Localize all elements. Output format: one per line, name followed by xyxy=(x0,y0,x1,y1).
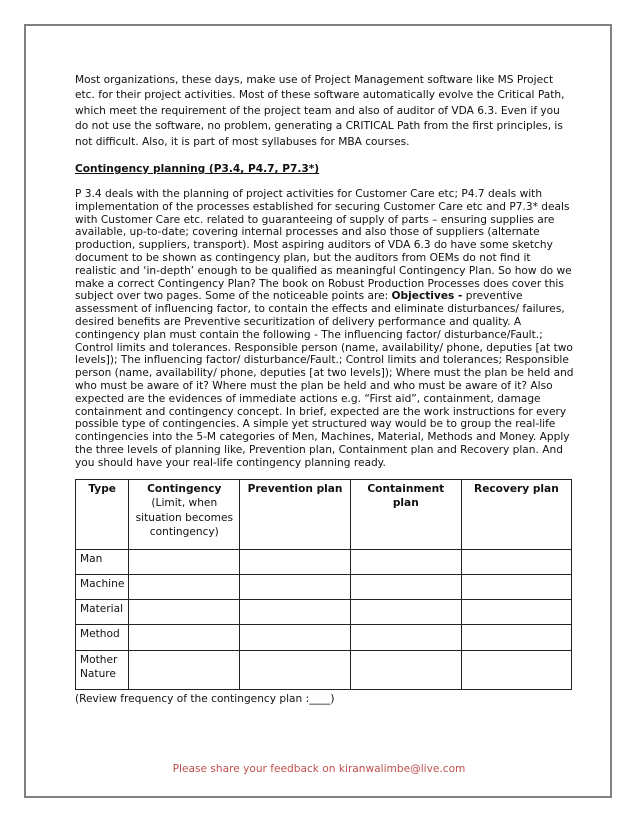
table-cell xyxy=(129,599,240,624)
intro-paragraph: Most organizations, these days, make use of Project Management software like MS Project etc. for their project activities. Most of these software automatically evolve the Critical Path, which meet the requirement of the project team and also of auditor of VDA 6.3. Even if you do not use the software, no problem, generating a CRITICAL Path from the first principles, is not difficult. Also, it is part of most syllabuses for MBA courses. xyxy=(75,74,565,148)
row-label: Mother Nature xyxy=(76,650,129,689)
header-contingency-sub: (Limit, when situation becomes contingency) xyxy=(135,497,233,539)
header-prevention-plan: Prevention plan xyxy=(240,479,351,549)
table-row xyxy=(76,650,572,689)
table-cell xyxy=(129,624,240,650)
row-label: Method xyxy=(76,624,129,650)
table-cell xyxy=(129,574,240,599)
table-cell xyxy=(461,624,571,650)
header-contingency: Contingency (Limit, when situation becomes contingency) xyxy=(129,479,240,549)
row-label: Man xyxy=(76,549,129,574)
header-containment-plan: Containment plan xyxy=(350,479,461,549)
table-cell xyxy=(461,650,571,689)
review-frequency-note: (Review frequency of the contingency plan :____) xyxy=(75,692,335,705)
table-cell xyxy=(461,599,571,624)
table-cell xyxy=(350,650,461,689)
section-heading: Contingency planning (P3.4, P4.7, P7.3*) xyxy=(75,163,320,176)
contingency-plan-table xyxy=(75,479,572,690)
body-text-part2: preventive assessment of influencing factor, to contain the effects and eliminate disturbances/ failures, desired benefits are Preventive securitization of delivery performance and quality. A contingency plan must contain the following - The influencing factor/ disturbance/Fault.; Control limits and tolerances. Responsible person (name, availability/ phone, deputies [at two levels]); The influencing factor/ disturbance/Fault.; Control limits and tolerances; Responsible person (name, availability/ phone, deputies [at two levels]); Where must the plan be held and who must be aware of it? Where must the plan be held and who must be aware of it? Also expected are the evidences of immediate actions e.g. “First aid”, containment, damage containment and contingency concept. In brief, expected are the work instructions for every possible type of contingencies. A simple yet structured way would be to group the real-life contingencies into the 5-M categories of Men, Machines, Material, Methods and Money. Apply the three levels of planning like, Prevention plan, Containment plan and Recovery plan. And you should have your real-life contingency planning ready. xyxy=(75,290,574,469)
table-row xyxy=(76,574,572,599)
objectives-term: Objectives - xyxy=(391,290,463,303)
table-cell xyxy=(461,574,571,599)
table-cell xyxy=(240,650,351,689)
feedback-footer: Please share your feedback on kiranwalimbe@live.com xyxy=(172,763,466,775)
table-row xyxy=(76,599,572,624)
header-recovery-plan: Recovery plan xyxy=(461,479,571,549)
table-header-row xyxy=(76,479,572,549)
table-cell xyxy=(350,599,461,624)
row-label: Machine xyxy=(76,574,129,599)
table-cell xyxy=(350,549,461,574)
table-cell xyxy=(129,549,240,574)
body-text-part1: P 3.4 deals with the planning of project activities for Customer Care etc; P4.7 deals with implementation of the processes established for securing Customer Care etc and P7.3* deals with Customer Care etc. related to guaranteeing of supply of parts – ensuring supplies are available, up-to-date; covering internal processes and also those of suppliers (alternate production, suppliers, transport). Most aspiring auditors of VDA 6.3 do have some sketchy document to be shown as contingency plan, but the auditors from OEMs do not find it realistic and ‘in-depth’ enough to be qualified as meaningful Contingency Plan. So how do we make a correct Contingency Plan? The book on Robust Production Processes does cover this subject over two pages. Some of the noticeable points are: xyxy=(75,188,572,303)
table-row xyxy=(76,549,572,574)
table-cell xyxy=(240,599,351,624)
body-paragraph xyxy=(75,188,575,470)
table-row xyxy=(76,624,572,650)
table-cell xyxy=(350,624,461,650)
row-label: Material xyxy=(76,599,129,624)
header-type: Type xyxy=(76,479,129,549)
table-cell xyxy=(129,650,240,689)
table-cell xyxy=(240,549,351,574)
table-cell xyxy=(350,574,461,599)
document-content xyxy=(75,73,575,706)
table-cell xyxy=(461,549,571,574)
table-cell xyxy=(240,574,351,599)
table-cell xyxy=(240,624,351,650)
